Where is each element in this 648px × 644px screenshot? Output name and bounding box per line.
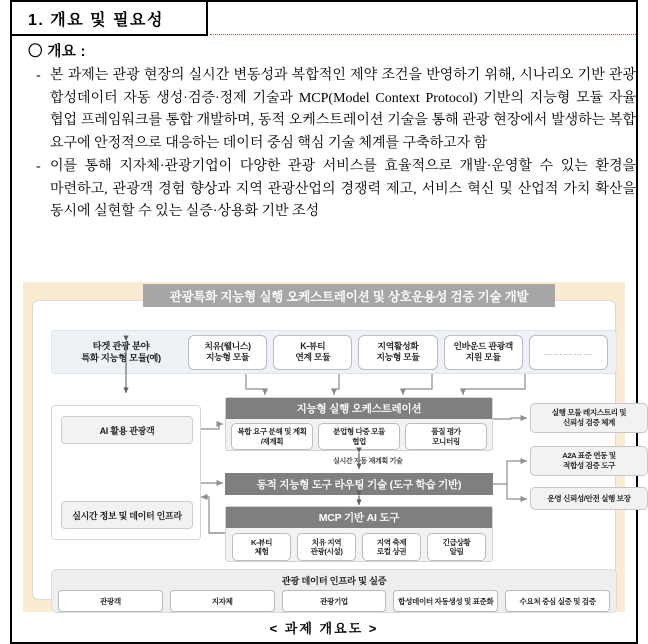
routing-title: 동적 지능형 도구 라우팅 기술 (도구 학습 기반) xyxy=(225,473,493,495)
mcp-cell-line2: 로컬 상권 xyxy=(376,547,407,556)
right-box-module-registry[interactable] xyxy=(530,403,648,433)
red-dotted-divider xyxy=(210,34,636,35)
orchestration-cell-line2: 모니터링 xyxy=(432,436,460,446)
module-box-line2: 지능형 모듈 xyxy=(376,352,420,362)
mcp-cell-line2: 알림 xyxy=(449,547,464,556)
architecture-diagram xyxy=(23,282,631,612)
right-box-line1: 실행 모듈 레지스트리 및 xyxy=(551,408,627,417)
mcp-cell-emergency-alert[interactable] xyxy=(427,533,486,561)
mcp-cell-line2: 관광(시설) xyxy=(310,547,343,556)
overview-body xyxy=(12,40,636,225)
module-box-kbeauty[interactable] xyxy=(273,335,352,370)
module-box-line2: 지능형 모듈 xyxy=(206,352,250,362)
left-box-realtime-data-infra[interactable]: 실시간 정보 및 데이터 인프라 xyxy=(61,501,193,529)
routing-bar xyxy=(225,473,493,495)
figure-caption: < 과제 개요도 > xyxy=(269,620,379,636)
right-box-line1: A2A 표준 연동 및 xyxy=(562,451,616,460)
left-column-group xyxy=(51,405,201,540)
orchestration-cell-line1: 복합 요구 분해 및 계획 xyxy=(237,427,307,436)
infra-cell-local-government[interactable]: 지자체 xyxy=(170,590,275,612)
infra-cell-synthetic-data[interactable]: 합성데이터 자동생성 및 표준화 xyxy=(393,590,498,612)
dash-marker: - xyxy=(36,159,41,174)
infra-cell-tourism-company[interactable]: 관광기업 xyxy=(282,590,387,612)
module-box-local-revitalization[interactable] xyxy=(358,335,437,370)
mcp-cell-line1: 치유 지역 xyxy=(311,537,342,547)
module-box-line2: 지원 모듈 xyxy=(465,352,501,362)
data-infra-group xyxy=(51,569,617,613)
module-box-wellness[interactable] xyxy=(188,335,267,370)
mcp-cell-local-festival[interactable] xyxy=(362,533,421,561)
orchestration-cell-decompose[interactable] xyxy=(231,423,313,450)
connector-label-realtime-replan: 실시간 자동 재계획 기술 xyxy=(333,458,403,465)
module-box-ellipsis xyxy=(529,335,608,370)
module-box-line1: 지역활성화 xyxy=(377,341,419,351)
mcp-cells xyxy=(226,528,492,561)
overview-paragraph-1: 본 과제는 관광 현장의 실시간 변동성과 복합적인 제약 조건을 반영하기 위해, 시나리오 기반 관광 합성데이터 자동 생성·검증·정제 기술과 MCP(Model Context Protocol) 기반의 지능형 모듈 자율 협업 프레임워크를 통합 개발하며, 동적 오케스트레이션 기술을 통해 관광 현장에서 발생하는 복합 요구에 안정적으로 대응하는 데이터 중심 핵심 기술 체계를 구축하고자 함 xyxy=(50,68,636,151)
target-band-label-line2: 특화 지능형 모듈(예) xyxy=(81,353,161,363)
module-box-line1: K-뷰티 xyxy=(300,341,326,351)
orchestration-group xyxy=(225,397,493,451)
data-infra-title: 관광 데이터 인프라 및 실증 xyxy=(281,575,387,586)
page-title: 1. 개요 및 필요성 xyxy=(28,11,164,29)
right-box-a2a-standard[interactable] xyxy=(530,446,648,476)
infra-cell-tourist[interactable]: 관광객 xyxy=(58,590,163,612)
orchestration-title: 지능형 실행 오케스트레이션 xyxy=(226,398,492,419)
list-item xyxy=(12,156,636,224)
section-header-row xyxy=(12,2,636,36)
target-band-label xyxy=(57,340,185,364)
data-infra-cells xyxy=(52,587,616,612)
mcp-group xyxy=(225,506,493,562)
section-header-cell xyxy=(12,2,208,36)
mcp-title: MCP 기반 AI 도구 xyxy=(226,507,492,528)
mcp-cell-kbeauty-experience[interactable] xyxy=(232,533,291,561)
orchestration-cell-quality-monitoring[interactable] xyxy=(405,423,487,450)
orchestration-cell-multimodule-collab[interactable] xyxy=(318,423,400,450)
module-box-line1: 인바운드 관광객 xyxy=(453,341,513,351)
left-box-ai-tourist[interactable]: AI 활용 관광객 xyxy=(61,416,193,444)
list-item xyxy=(12,65,636,155)
right-box-line1: 운영 신뢰성/안전 실행 보장 xyxy=(547,493,631,503)
right-box-line2: 신뢰성 검증 체계 xyxy=(563,418,615,427)
diagram-title-bar: 관광특화 지능형 실행 오케스트레이션 및 상호운용성 검증 기술 개발 xyxy=(143,284,555,307)
target-band-label-line1: 타겟 관광 분야 xyxy=(92,341,150,351)
mcp-cell-line2: 체험 xyxy=(254,547,269,556)
module-box-inbound-tourist[interactable] xyxy=(444,335,523,370)
overview-paragraph-2: 이를 통해 지자체·관광기업이 다양한 관광 서비스를 효율적으로 개발·운영할 수 있는 환경을 마련하고, 관광객 경험 향상과 지역 관광산업의 경쟁력 제고, 서비스 혁신 및 산업적 가치 확산을 동시에 실현할 수 있는 실증·상용화 기반 조성 xyxy=(50,159,636,219)
infra-cell-demand-validation[interactable]: 수요처 중심 실증 및 검증 xyxy=(505,590,610,612)
orchestration-cell-line1: 품질 평가 xyxy=(431,427,461,436)
right-box-line2: 적합성 검증 도구 xyxy=(563,461,615,470)
dash-marker: - xyxy=(36,68,41,83)
target-module-band xyxy=(51,330,617,374)
mcp-cell-line1: K-뷰티 xyxy=(250,537,273,547)
module-box-line1: 치유(웰니스) xyxy=(204,341,251,351)
module-box-line1: …………… xyxy=(543,346,594,357)
module-box-line2: 연계 모듈 xyxy=(295,352,331,362)
diagram-inner-panel xyxy=(32,300,631,606)
orchestration-cell-line1: 분업형 다중 모듈 xyxy=(333,427,385,436)
orchestration-cells xyxy=(226,419,492,450)
mcp-cell-line1: 지역 축제 xyxy=(376,537,407,547)
orchestration-cell-line2: 협업 xyxy=(352,436,366,446)
mcp-cell-healing-tourism[interactable] xyxy=(297,533,356,561)
orchestration-cell-line2: /재계획 xyxy=(260,436,284,446)
mcp-cell-line1: 긴급상황 xyxy=(442,537,471,547)
right-box-operational-reliability[interactable] xyxy=(530,487,648,510)
overview-bullet-label: 〇 개요 : xyxy=(28,44,86,60)
